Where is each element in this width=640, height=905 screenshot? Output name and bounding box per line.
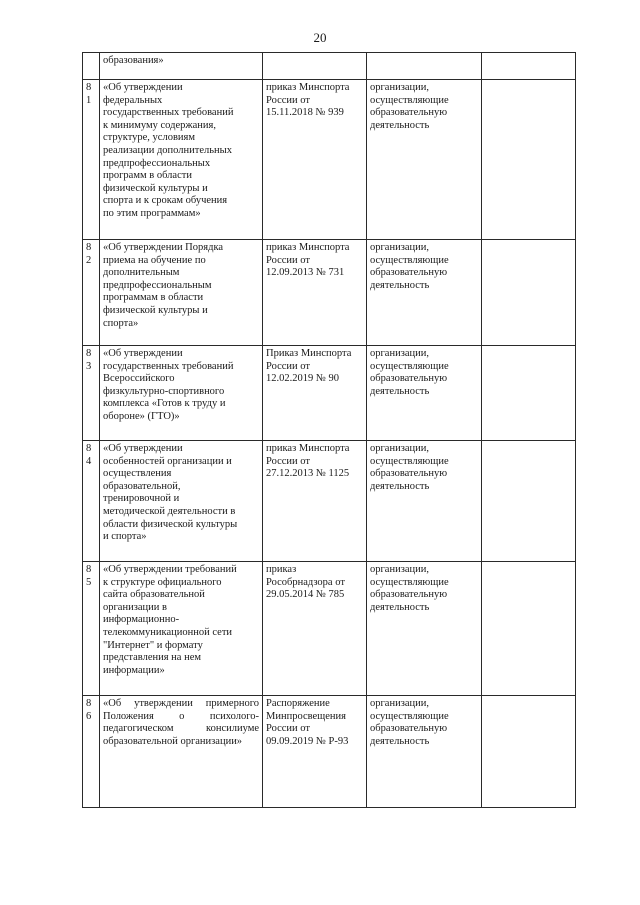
cell-org: организации, осуществляющие образовательную деятельность: [367, 441, 482, 562]
cell-act: приказ Минспорта России от 27.12.2013 № 1125: [263, 441, 367, 562]
cell-act: приказ Минспорта России от 12.09.2013 № 731: [263, 240, 367, 346]
cell-title: «Об утверждении государственных требований Всероссийского физкультурно-спортивного комплекса «Готов к труду и обороне» (ГТО)»: [100, 346, 263, 441]
cell-org: организации, осуществляющие образовательную деятельность: [367, 80, 482, 240]
cell-org: организации, осуществляющие образовательную деятельность: [367, 240, 482, 346]
cell-extra: [482, 240, 576, 346]
cell-num: 86: [83, 696, 100, 808]
cell-act: Распоряжение Минпросвещения России от 09.09.2019 № Р-93: [263, 696, 367, 808]
cell-extra: [482, 80, 576, 240]
page-number: 20: [313, 30, 327, 45]
cell-extra: [482, 441, 576, 562]
cell-extra: [482, 346, 576, 441]
cell-title: «Об утверждении особенностей организации и осуществления образовательной, тренировочной и методической деятельности в области физической культуры и спорта»: [100, 441, 263, 562]
cell-org: [367, 53, 482, 80]
cell-title: «Об утверждении примерного Положения о психолого-педагогическом консилиуме образовательной организации»: [100, 696, 263, 808]
cell-org: организации, осуществляющие образовательную деятельность: [367, 696, 482, 808]
cell-extra: [482, 53, 576, 80]
table-row: [83, 240, 576, 346]
table-row: [83, 441, 576, 562]
table-row: [83, 346, 576, 441]
cell-act: приказ Минспорта России от 15.11.2018 № 939: [263, 80, 367, 240]
cell-extra: [482, 562, 576, 696]
cell-extra: [482, 696, 576, 808]
cell-num: 81: [83, 80, 100, 240]
cell-num: 83: [83, 346, 100, 441]
table-row: [83, 80, 576, 240]
cell-title: «Об утверждении Порядка приема на обучение по дополнительным предпрофессиональным программам в области физической культуры и спорта»: [100, 240, 263, 346]
document-table: [82, 52, 576, 808]
cell-num: 85: [83, 562, 100, 696]
cell-act: [263, 53, 367, 80]
cell-org: организации, осуществляющие образовательную деятельность: [367, 562, 482, 696]
cell-org: организации, осуществляющие образовательную деятельность: [367, 346, 482, 441]
cell-num: 82: [83, 240, 100, 346]
cell-num: [83, 53, 100, 80]
table-row: [83, 696, 576, 808]
cell-act: Приказ Минспорта России от 12.02.2019 № 90: [263, 346, 367, 441]
cell-title: «Об утверждении федеральных государственных требований к минимуму содержания, структуре, условиям реализации дополнительных предпрофессиональных программ в области физической культуры и спорта и к срокам обучения по этим программам»: [100, 80, 263, 240]
cell-title: «Об утверждении требований к структуре официального сайта образовательной организации в информационно- телекоммуникационной сети "Интернет" и формату представления на нем информации»: [100, 562, 263, 696]
cell-title: образования»: [100, 53, 263, 80]
table-row-continuation: [83, 53, 576, 80]
cell-num: 84: [83, 441, 100, 562]
table-row: [83, 562, 576, 696]
cell-act: приказ Рособрнадзора от 29.05.2014 № 785: [263, 562, 367, 696]
